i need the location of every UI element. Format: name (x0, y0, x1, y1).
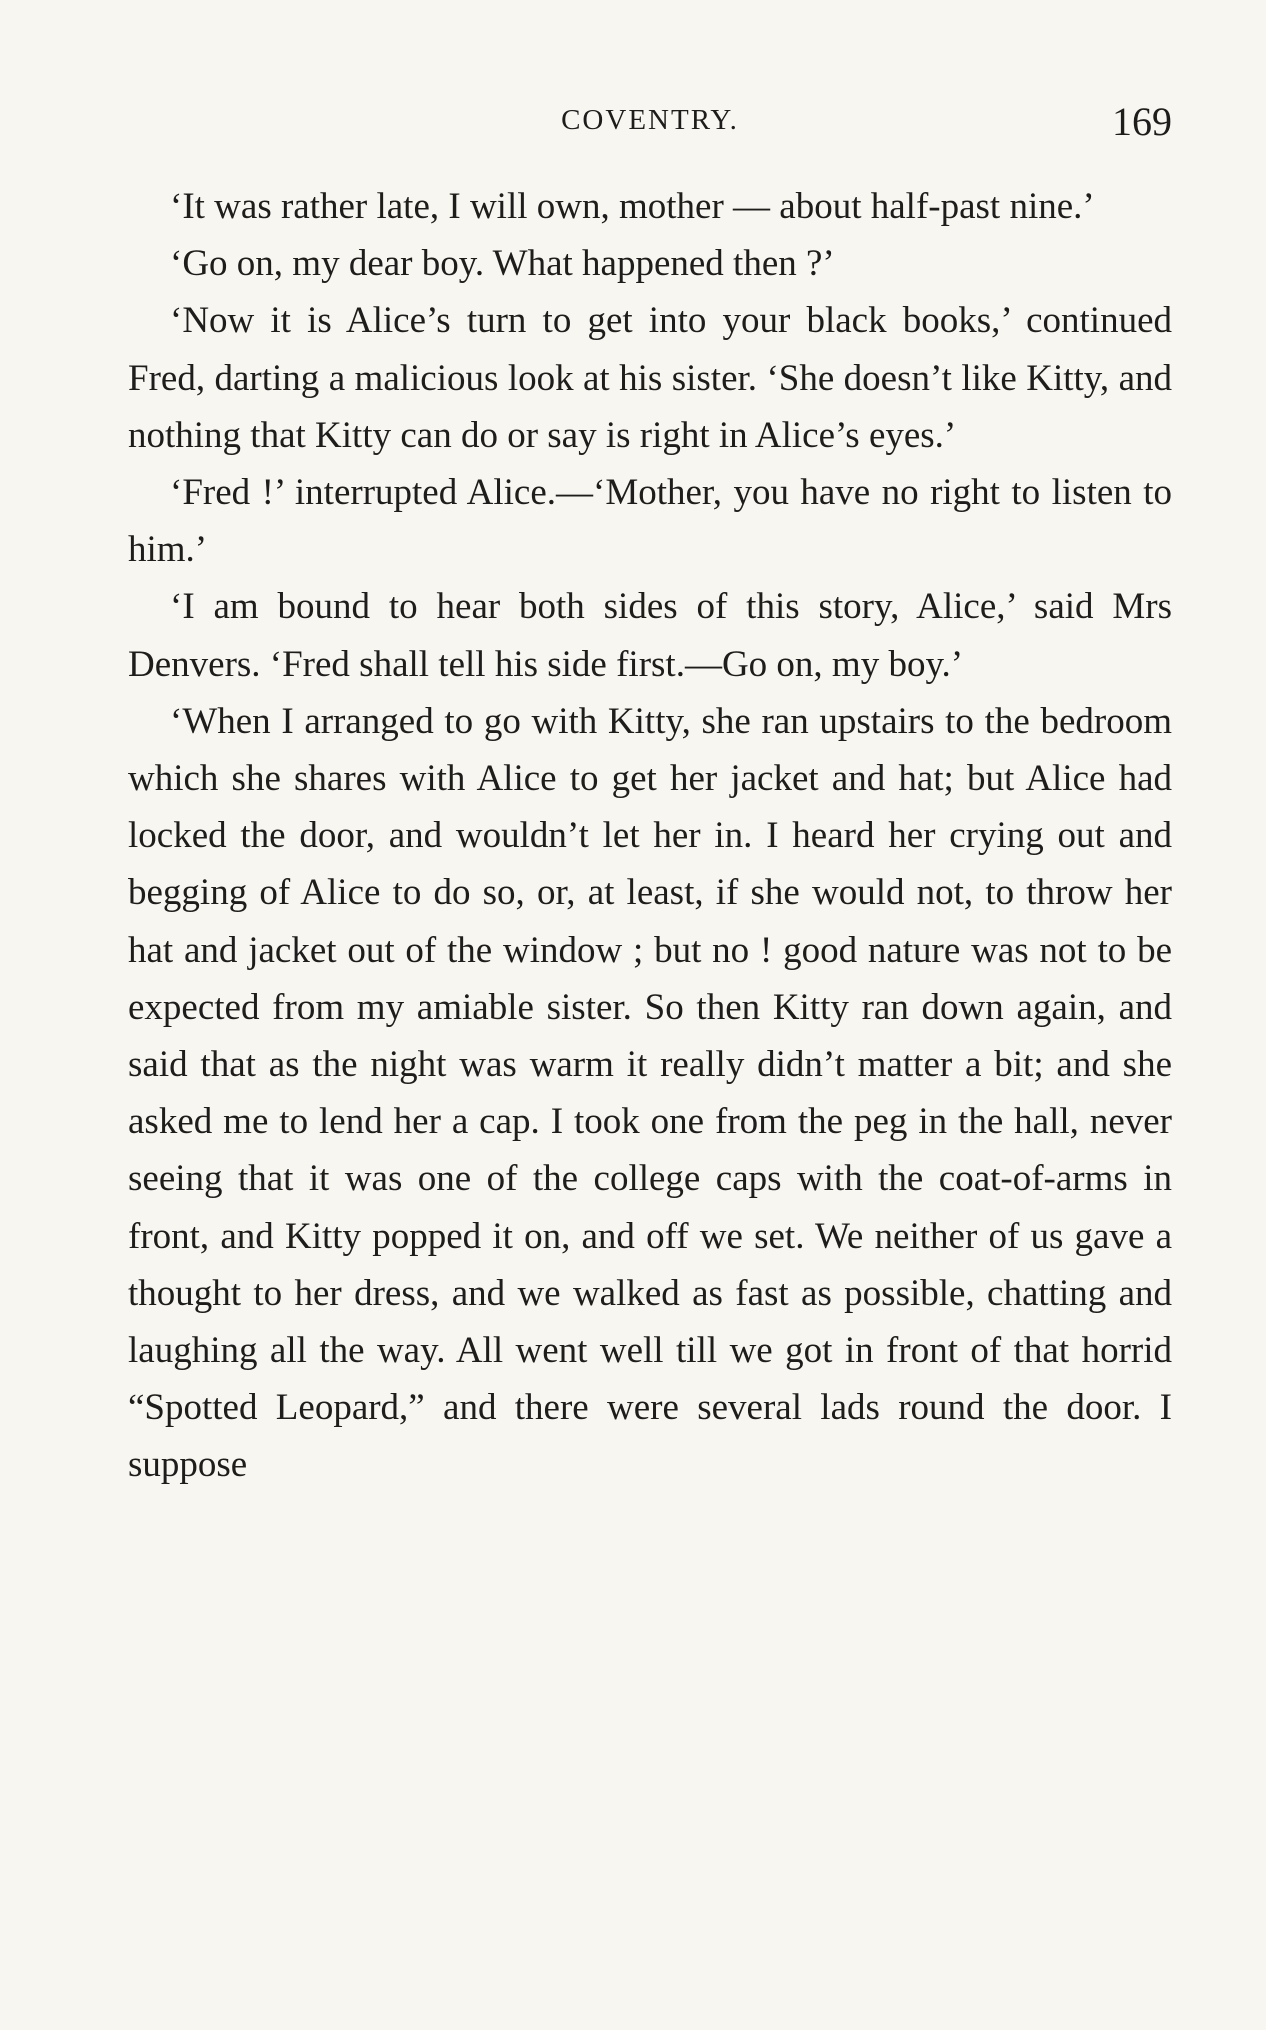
running-title: COVENTRY. (561, 104, 739, 136)
paragraph: ‘It was rather late, I will own, mother — about half-past nine.’ (170, 186, 1095, 227)
body-text (128, 178, 1172, 1494)
paragraph: ‘I am bound to hear both sides of this story, Alice,’ said Mrs Denvers. ‘Fred shall tell his side first.—Go on, my boy.’ (128, 586, 1172, 685)
paragraph: ‘Fred !’ interrupted Alice.—‘Mother, you have no right to listen to him.’ (128, 472, 1172, 571)
running-head (128, 98, 1172, 146)
paragraph: ‘When I arranged to go with Kitty, she ran upstairs to the bedroom which she shares with Alice to get her jacket and hat; but Alice had locked the door, and wouldn’t let her in. I heard her crying out and begging of Alice to do so, or, at least, if she would not, to throw her hat and jacket out of the window ; but no ! good nature was not to be expected from my amiable sister. So then Kitty ran down again, and said that as the night was warm it really didn’t matter a bit; and she asked me to lend her a cap. I took one from the peg in the hall, never seeing that it was one of the college caps with the coat-of-arms in front, and Kitty popped it on, and off we set. We neither of us gave a thought to her dress, and we walked as fast as possible, chatting and laughing all the way. All went well till we got in front of that horrid “Spotted Leopard,” and there were several lads round the door. I suppose (128, 700, 1172, 1486)
page-number: 169 (1112, 99, 1172, 144)
paragraph: ‘Go on, my dear boy. What happened then ?’ (170, 243, 835, 285)
paragraph: ‘Now it is Alice’s turn to get into your black books,’ continued Fred, darting a malicious look at his sister. ‘She doesn’t like Kitty, and nothing that Kitty can do or say is right in Alice’s eyes.’ (128, 300, 1172, 456)
